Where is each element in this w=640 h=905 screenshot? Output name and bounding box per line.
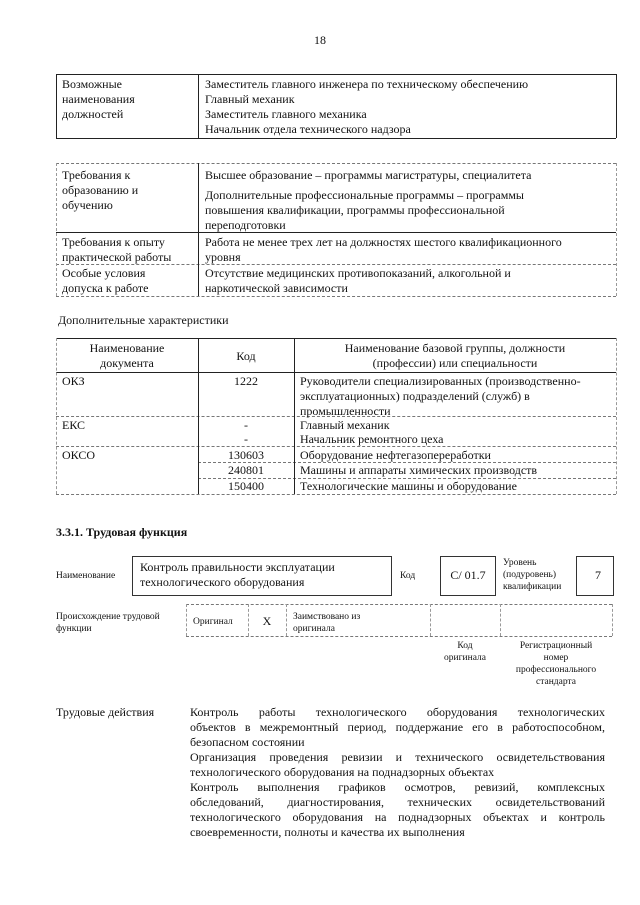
special-conditions-value: Отсутствие медицинских противопоказаний, алкогольной и наркотической зависимости xyxy=(205,266,511,295)
code-original-caption: Код оригинала xyxy=(444,641,486,663)
special-conditions-label: Особые условия допуска к работе xyxy=(62,266,149,295)
table-row-okz-code: 1222 xyxy=(234,374,258,388)
position-item: Заместитель главного механика xyxy=(205,107,367,121)
position-item: Главный механик xyxy=(205,92,295,106)
qualification-level-value: 7 xyxy=(595,568,601,582)
additional-heading: Дополнительные характеристики xyxy=(58,313,229,327)
education-value: Высшее образование – программы магистратуры, специалитета xyxy=(205,168,532,182)
table-row-code: 240801 xyxy=(228,463,264,477)
function-name-value: Контроль правильности эксплуатации технологического оборудования xyxy=(140,560,335,589)
function-name-label: Наименование xyxy=(56,571,116,581)
original-mark: X xyxy=(262,614,272,628)
action-line: Контроль выполнения графиков осмотров, ревизий, комплексных xyxy=(190,780,605,794)
action-line: объектов в межремонтный период, поддержание его в работоспособном, xyxy=(190,720,605,734)
function-code-label: Код xyxy=(400,571,416,581)
table-row-okz-doc: ОКЗ xyxy=(62,374,85,388)
table-row-code: - xyxy=(244,432,248,446)
col-header-name: Наименование базовой группы, должности (профессии) или специальности xyxy=(344,341,566,370)
positions-list xyxy=(205,77,528,137)
col-header-document: Наименование документа xyxy=(89,341,165,370)
table-row-eks-code: - xyxy=(244,418,248,432)
action-line: Организация проведения ревизии и технического освидетельствования xyxy=(190,750,605,764)
table-row-eks-doc: ЕКС xyxy=(62,418,86,432)
borrowed-label: Заимствовано из оригинала xyxy=(293,612,361,634)
action-line: обследований, диагностирования, технических освидетельствований xyxy=(190,795,605,809)
position-item: Заместитель главного инженера по техническому обеспечению xyxy=(205,77,529,91)
table-row-name: Оборудование нефтегазопереработки xyxy=(300,448,491,462)
original-label: Оригинал xyxy=(193,617,233,627)
table-row-code: 130603 xyxy=(228,448,264,462)
origin-label: Происхождение трудовой функции xyxy=(56,612,160,634)
experience-label: Требования к опыту практической работы xyxy=(62,235,172,264)
table-row-eks-name: Главный механик xyxy=(300,418,390,432)
action-line: своевременности, полноты и качества их выполнения xyxy=(190,825,465,839)
table-row-name: Начальник ремонтного цеха xyxy=(300,432,444,446)
function-heading: 3.3.1. Трудовая функция xyxy=(56,525,188,539)
table-row-code: 150400 xyxy=(228,479,264,493)
reg-number-caption: Регистрационный номер профессионального стандарта xyxy=(515,641,597,687)
page-number: 18 xyxy=(314,33,326,47)
positions-label: Возможные наименования должностей xyxy=(62,77,135,121)
experience-value: Работа не менее трех лет на должностях шестого квалификационного уровня xyxy=(205,235,562,264)
action-line: технологического оборудования на поднадзорных объектах и контроль xyxy=(190,810,605,824)
col-header-code: Код xyxy=(236,349,256,363)
table-row-name: Машины и аппараты химических производств xyxy=(300,463,538,477)
table-row-name: Технологические машины и оборудование xyxy=(300,479,517,493)
education-label: Требования к образованию и обучению xyxy=(62,168,139,212)
actions-label: Трудовые действия xyxy=(56,705,155,719)
action-line: технологического оборудования на поднадзорных объектах xyxy=(190,765,495,779)
position-item: Начальник отдела технического надзора xyxy=(205,122,411,136)
qualification-level-label: Уровень (подуровень) квалификации xyxy=(503,558,562,592)
function-code-value: C/ 01.7 xyxy=(450,568,486,582)
actions-text xyxy=(190,705,605,840)
action-line: безопасном состоянии xyxy=(190,735,305,749)
education-additional: Дополнительные профессиональные программы – программы повышения квалификации, программы профессиональной переподготовки xyxy=(205,188,524,232)
table-row-okz-name: Руководители специализированных (производственно- эксплуатационных) подразделений (служб) в промышленности xyxy=(300,374,581,418)
action-line: Контроль работы технологического оборудования технологических xyxy=(190,705,605,719)
table-row-okso-doc: ОКСО xyxy=(62,448,96,462)
